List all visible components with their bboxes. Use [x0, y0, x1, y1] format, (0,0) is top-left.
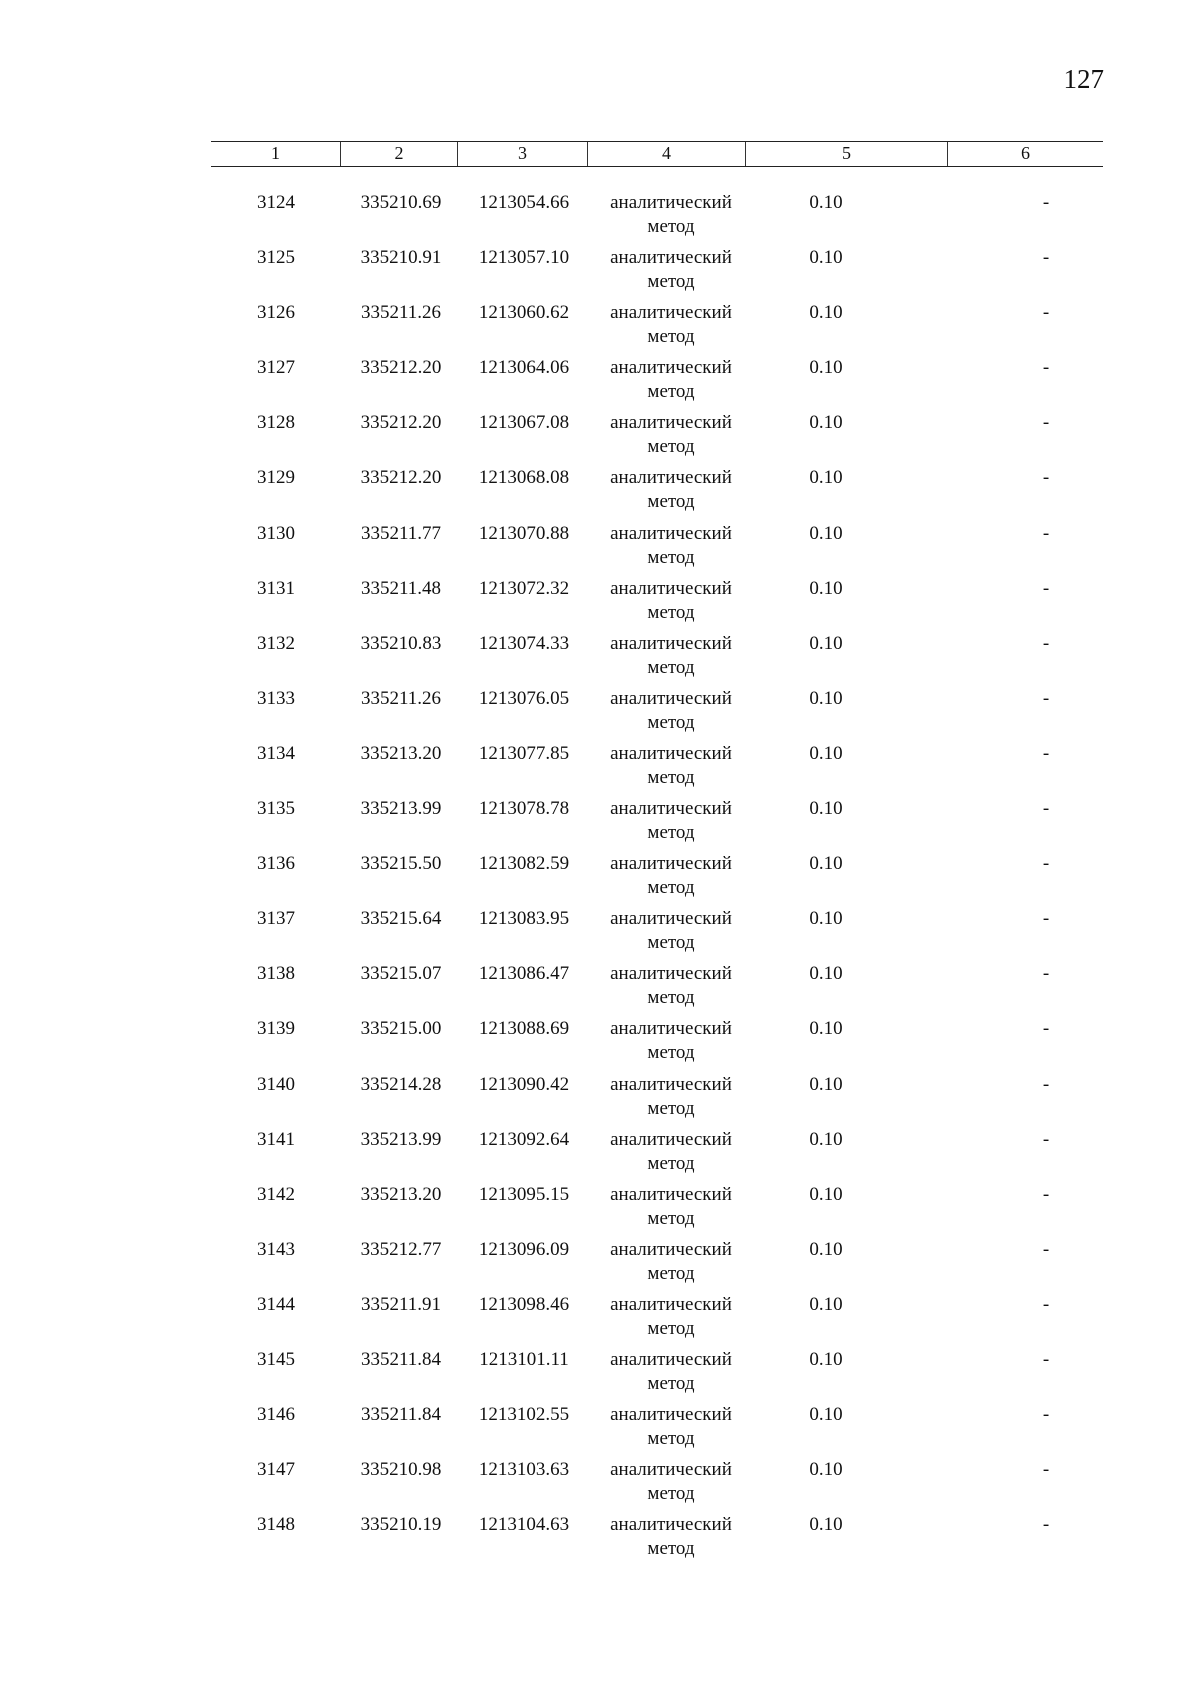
method-cell: [591, 301, 751, 349]
method-line2: метод: [647, 932, 695, 954]
note-cell: -: [1042, 522, 1050, 544]
point-number-cell: 3128: [257, 412, 295, 434]
y-coordinate-cell: 1213098.46: [478, 1293, 570, 1315]
table-row: [211, 632, 1103, 687]
precision-cell: 0.10: [809, 412, 843, 434]
note-cell: -: [1042, 963, 1050, 985]
table-row: [211, 1238, 1103, 1293]
note-cell: -: [1042, 467, 1050, 489]
y-coordinate-cell: 1213057.10: [478, 247, 570, 269]
table-row: [211, 1513, 1103, 1568]
method-line2: метод: [647, 491, 695, 513]
point-number-cell: 3142: [257, 1183, 295, 1205]
note-cell: -: [1042, 1183, 1050, 1205]
method-line1: аналитический: [610, 632, 732, 654]
method-cell: [591, 1238, 751, 1286]
point-number-cell: 3135: [257, 798, 295, 820]
point-number-cell: 3134: [257, 742, 295, 764]
method-cell: [591, 962, 751, 1010]
note-cell: -: [1042, 853, 1050, 875]
note-cell: -: [1042, 1293, 1050, 1315]
x-coordinate-cell: 335211.84: [360, 1348, 442, 1370]
x-coordinate-cell: 335211.77: [360, 522, 442, 544]
point-number-cell: 3125: [257, 247, 295, 269]
method-cell: [591, 246, 751, 294]
precision-cell: 0.10: [809, 357, 843, 379]
method-line2: метод: [647, 1317, 695, 1339]
note-cell: -: [1042, 1238, 1050, 1260]
point-number-cell: 3144: [257, 1293, 295, 1315]
table-row: [211, 577, 1103, 632]
x-coordinate-cell: 335211.84: [360, 1404, 442, 1426]
x-coordinate-cell: 335213.20: [360, 742, 442, 764]
point-number-cell: 3137: [257, 908, 295, 930]
precision-cell: 0.10: [809, 247, 843, 269]
point-number-cell: 3129: [257, 467, 295, 489]
column-header: 3: [458, 142, 588, 166]
note-cell: -: [1042, 302, 1050, 324]
precision-cell: 0.10: [809, 1293, 843, 1315]
method-cell: [591, 411, 751, 459]
y-coordinate-cell: 1213074.33: [478, 632, 570, 654]
method-line1: аналитический: [610, 1238, 732, 1260]
method-cell: [591, 797, 751, 845]
method-line1: аналитический: [610, 798, 732, 820]
method-cell: [591, 1403, 751, 1451]
column-header: 6: [1021, 143, 1030, 163]
method-line2: метод: [647, 766, 695, 788]
method-line1: аналитический: [610, 853, 732, 875]
precision-cell: 0.10: [809, 1073, 843, 1095]
method-line1: аналитический: [610, 742, 732, 764]
table-row: [211, 1073, 1103, 1128]
x-coordinate-cell: 335215.64: [360, 908, 442, 930]
table-row: [211, 742, 1103, 797]
note-cell: -: [1042, 742, 1050, 764]
point-number-cell: 3139: [257, 1018, 295, 1040]
precision-cell: 0.10: [809, 1348, 843, 1370]
table-row: [211, 246, 1103, 301]
method-line2: метод: [647, 1042, 695, 1064]
note-cell: -: [1042, 357, 1050, 379]
precision-cell: 0.10: [809, 467, 843, 489]
x-coordinate-cell: 335212.77: [360, 1238, 442, 1260]
precision-cell: 0.10: [809, 1183, 843, 1205]
y-coordinate-cell: 1213068.08: [478, 467, 570, 489]
method-cell: [591, 632, 751, 680]
precision-cell: 0.10: [809, 1514, 843, 1536]
column-header: 2: [341, 142, 458, 166]
x-coordinate-cell: 335213.99: [360, 1128, 442, 1150]
table-row: [211, 191, 1103, 246]
y-coordinate-cell: 1213083.95: [478, 908, 570, 930]
precision-cell: 0.10: [809, 522, 843, 544]
method-line2: метод: [647, 1207, 695, 1229]
method-line1: аналитический: [610, 1183, 732, 1205]
method-line1: аналитический: [610, 908, 732, 930]
method-line1: аналитический: [610, 467, 732, 489]
method-cell: [591, 852, 751, 900]
x-coordinate-cell: 335211.48: [360, 577, 442, 599]
precision-cell: 0.10: [809, 963, 843, 985]
x-coordinate-cell: 335211.26: [360, 302, 442, 324]
point-number-cell: 3127: [257, 357, 295, 379]
table-row: [211, 797, 1103, 852]
table-row: [211, 356, 1103, 411]
y-coordinate-cell: 1213060.62: [478, 302, 570, 324]
method-line2: метод: [647, 1262, 695, 1284]
method-line1: аналитический: [610, 687, 732, 709]
column-header: 5: [746, 142, 948, 166]
table-row: [211, 687, 1103, 742]
x-coordinate-cell: 335215.07: [360, 963, 442, 985]
note-cell: -: [1042, 412, 1050, 434]
precision-cell: 0.10: [809, 1459, 843, 1481]
method-cell: [591, 577, 751, 625]
method-line1: аналитический: [610, 247, 732, 269]
method-line2: метод: [647, 601, 695, 623]
y-coordinate-cell: 1213088.69: [478, 1018, 570, 1040]
method-cell: [591, 466, 751, 514]
method-cell: [591, 742, 751, 790]
method-line2: метод: [647, 822, 695, 844]
method-line2: метод: [647, 711, 695, 733]
note-cell: -: [1042, 908, 1050, 930]
method-cell: [591, 191, 751, 239]
method-line1: аналитический: [610, 1348, 732, 1370]
table-row: [211, 1348, 1103, 1403]
method-line2: метод: [647, 877, 695, 899]
method-cell: [591, 907, 751, 955]
method-line1: аналитический: [610, 963, 732, 985]
y-coordinate-cell: 1213104.63: [478, 1514, 570, 1536]
note-cell: -: [1042, 1128, 1050, 1150]
precision-cell: 0.10: [809, 1238, 843, 1260]
note-cell: -: [1042, 1514, 1050, 1536]
point-number-cell: 3147: [257, 1459, 295, 1481]
precision-cell: 0.10: [809, 853, 843, 875]
method-line1: аналитический: [610, 1073, 732, 1095]
table-row: [211, 962, 1103, 1017]
precision-cell: 0.10: [809, 577, 843, 599]
note-cell: -: [1042, 192, 1050, 213]
point-number-cell: 3148: [257, 1514, 295, 1536]
note-cell: -: [1042, 247, 1050, 269]
method-line2: метод: [647, 1097, 695, 1119]
table-body: [211, 191, 1103, 1568]
point-number-cell: 3140: [257, 1073, 295, 1095]
x-coordinate-cell: 335214.28: [360, 1073, 442, 1095]
method-line1: аналитический: [610, 1514, 732, 1536]
method-line1: аналитический: [610, 357, 732, 379]
x-coordinate-cell: 335211.91: [360, 1293, 442, 1315]
method-line2: метод: [647, 436, 695, 458]
x-coordinate-cell: 335212.20: [360, 357, 442, 379]
note-cell: -: [1042, 1404, 1050, 1426]
table-row: [211, 852, 1103, 907]
x-coordinate-cell: 335210.69: [360, 192, 442, 213]
method-line1: аналитический: [610, 302, 732, 324]
x-coordinate-cell: 335211.26: [360, 687, 442, 709]
point-number-cell: 3146: [257, 1404, 295, 1426]
note-cell: -: [1042, 798, 1050, 820]
y-coordinate-cell: 1213095.15: [478, 1183, 570, 1205]
method-line2: метод: [647, 546, 695, 568]
method-line2: метод: [647, 1152, 695, 1174]
method-cell: [591, 1183, 751, 1231]
precision-cell: 0.10: [809, 1018, 843, 1040]
note-cell: -: [1042, 632, 1050, 654]
precision-cell: 0.10: [809, 1404, 843, 1426]
table-header: [211, 141, 1103, 167]
point-number-cell: 3131: [257, 577, 295, 599]
method-line1: аналитический: [610, 1404, 732, 1426]
point-number-cell: 3124: [257, 192, 295, 213]
table-row: [211, 1403, 1103, 1458]
y-coordinate-cell: 1213086.47: [478, 963, 570, 985]
method-line2: метод: [647, 1372, 695, 1394]
y-coordinate-cell: 1213072.32: [478, 577, 570, 599]
point-number-cell: 3145: [257, 1348, 295, 1370]
page-number: 127: [1063, 64, 1104, 94]
note-cell: -: [1042, 687, 1050, 709]
y-coordinate-cell: 1213076.05: [478, 687, 570, 709]
note-cell: -: [1042, 1348, 1050, 1370]
note-cell: -: [1042, 1073, 1050, 1095]
method-cell: [591, 356, 751, 404]
method-line1: аналитический: [610, 1018, 732, 1040]
y-coordinate-cell: 1213103.63: [478, 1459, 570, 1481]
method-line1: аналитический: [610, 577, 732, 599]
method-line1: аналитический: [610, 522, 732, 544]
y-coordinate-cell: 1213090.42: [478, 1073, 570, 1095]
point-number-cell: 3141: [257, 1128, 295, 1150]
y-coordinate-cell: 1213092.64: [478, 1128, 570, 1150]
x-coordinate-cell: 335212.20: [360, 412, 442, 434]
table-row: [211, 1293, 1103, 1348]
x-coordinate-cell: 335210.83: [360, 632, 442, 654]
table-row: [211, 1128, 1103, 1183]
y-coordinate-cell: 1213101.11: [479, 1348, 569, 1370]
precision-cell: 0.10: [809, 1128, 843, 1150]
method-line1: аналитический: [610, 412, 732, 434]
method-cell: [591, 1348, 751, 1396]
method-cell: [591, 1128, 751, 1176]
method-cell: [591, 1513, 751, 1561]
x-coordinate-cell: 335215.50: [360, 853, 442, 875]
precision-cell: 0.10: [809, 687, 843, 709]
column-header: 4: [588, 142, 746, 166]
y-coordinate-cell: 1213078.78: [478, 798, 570, 820]
method-cell: [591, 1293, 751, 1341]
y-coordinate-cell: 1213054.66: [478, 192, 570, 213]
method-line2: метод: [647, 326, 695, 348]
x-coordinate-cell: 335215.00: [360, 1018, 442, 1040]
y-coordinate-cell: 1213064.06: [478, 357, 570, 379]
method-line2: метод: [647, 987, 695, 1009]
table-row: [211, 522, 1103, 577]
x-coordinate-cell: 335210.91: [360, 247, 442, 269]
precision-cell: 0.10: [809, 742, 843, 764]
point-number-cell: 3126: [257, 302, 295, 324]
point-number-cell: 3136: [257, 853, 295, 875]
x-coordinate-cell: 335213.99: [360, 798, 442, 820]
table-row: [211, 1183, 1103, 1238]
method-cell: [591, 1017, 751, 1065]
table-row: [211, 907, 1103, 962]
table-row: [211, 1458, 1103, 1513]
x-coordinate-cell: 335210.98: [360, 1459, 442, 1481]
precision-cell: 0.10: [809, 908, 843, 930]
precision-cell: 0.10: [809, 798, 843, 820]
table-row: [211, 466, 1103, 521]
note-cell: -: [1042, 1459, 1050, 1481]
method-line2: метод: [647, 1483, 695, 1505]
y-coordinate-cell: 1213102.55: [478, 1404, 570, 1426]
method-cell: [591, 687, 751, 735]
column-header: 1: [211, 142, 341, 166]
point-number-cell: 3130: [257, 522, 295, 544]
table-row: [211, 1017, 1103, 1072]
method-cell: [591, 1073, 751, 1121]
x-coordinate-cell: 335210.19: [360, 1514, 442, 1536]
method-line2: метод: [647, 1428, 695, 1450]
table-row: [211, 411, 1103, 466]
y-coordinate-cell: 1213096.09: [478, 1238, 570, 1260]
method-line1: аналитический: [610, 1293, 732, 1315]
point-number-cell: 3143: [257, 1238, 295, 1260]
method-line2: метод: [647, 271, 695, 293]
x-coordinate-cell: 335212.20: [360, 467, 442, 489]
table-row: [211, 301, 1103, 356]
method-cell: [591, 522, 751, 570]
method-line1: аналитический: [610, 1128, 732, 1150]
method-line2: метод: [647, 216, 695, 237]
note-cell: -: [1042, 1018, 1050, 1040]
method-line1: аналитический: [610, 1459, 732, 1481]
method-cell: [591, 1458, 751, 1506]
precision-cell: 0.10: [809, 192, 843, 213]
precision-cell: 0.10: [809, 302, 843, 324]
y-coordinate-cell: 1213082.59: [478, 853, 570, 875]
y-coordinate-cell: 1213070.88: [478, 522, 570, 544]
method-line1: аналитический: [610, 192, 732, 213]
y-coordinate-cell: 1213077.85: [478, 742, 570, 764]
point-number-cell: 3138: [257, 963, 295, 985]
method-line2: метод: [647, 1538, 695, 1560]
method-line2: метод: [647, 656, 695, 678]
note-cell: -: [1042, 577, 1050, 599]
precision-cell: 0.10: [809, 632, 843, 654]
method-line2: метод: [647, 381, 695, 403]
x-coordinate-cell: 335213.20: [360, 1183, 442, 1205]
point-number-cell: 3132: [257, 632, 295, 654]
y-coordinate-cell: 1213067.08: [478, 412, 570, 434]
point-number-cell: 3133: [257, 687, 295, 709]
